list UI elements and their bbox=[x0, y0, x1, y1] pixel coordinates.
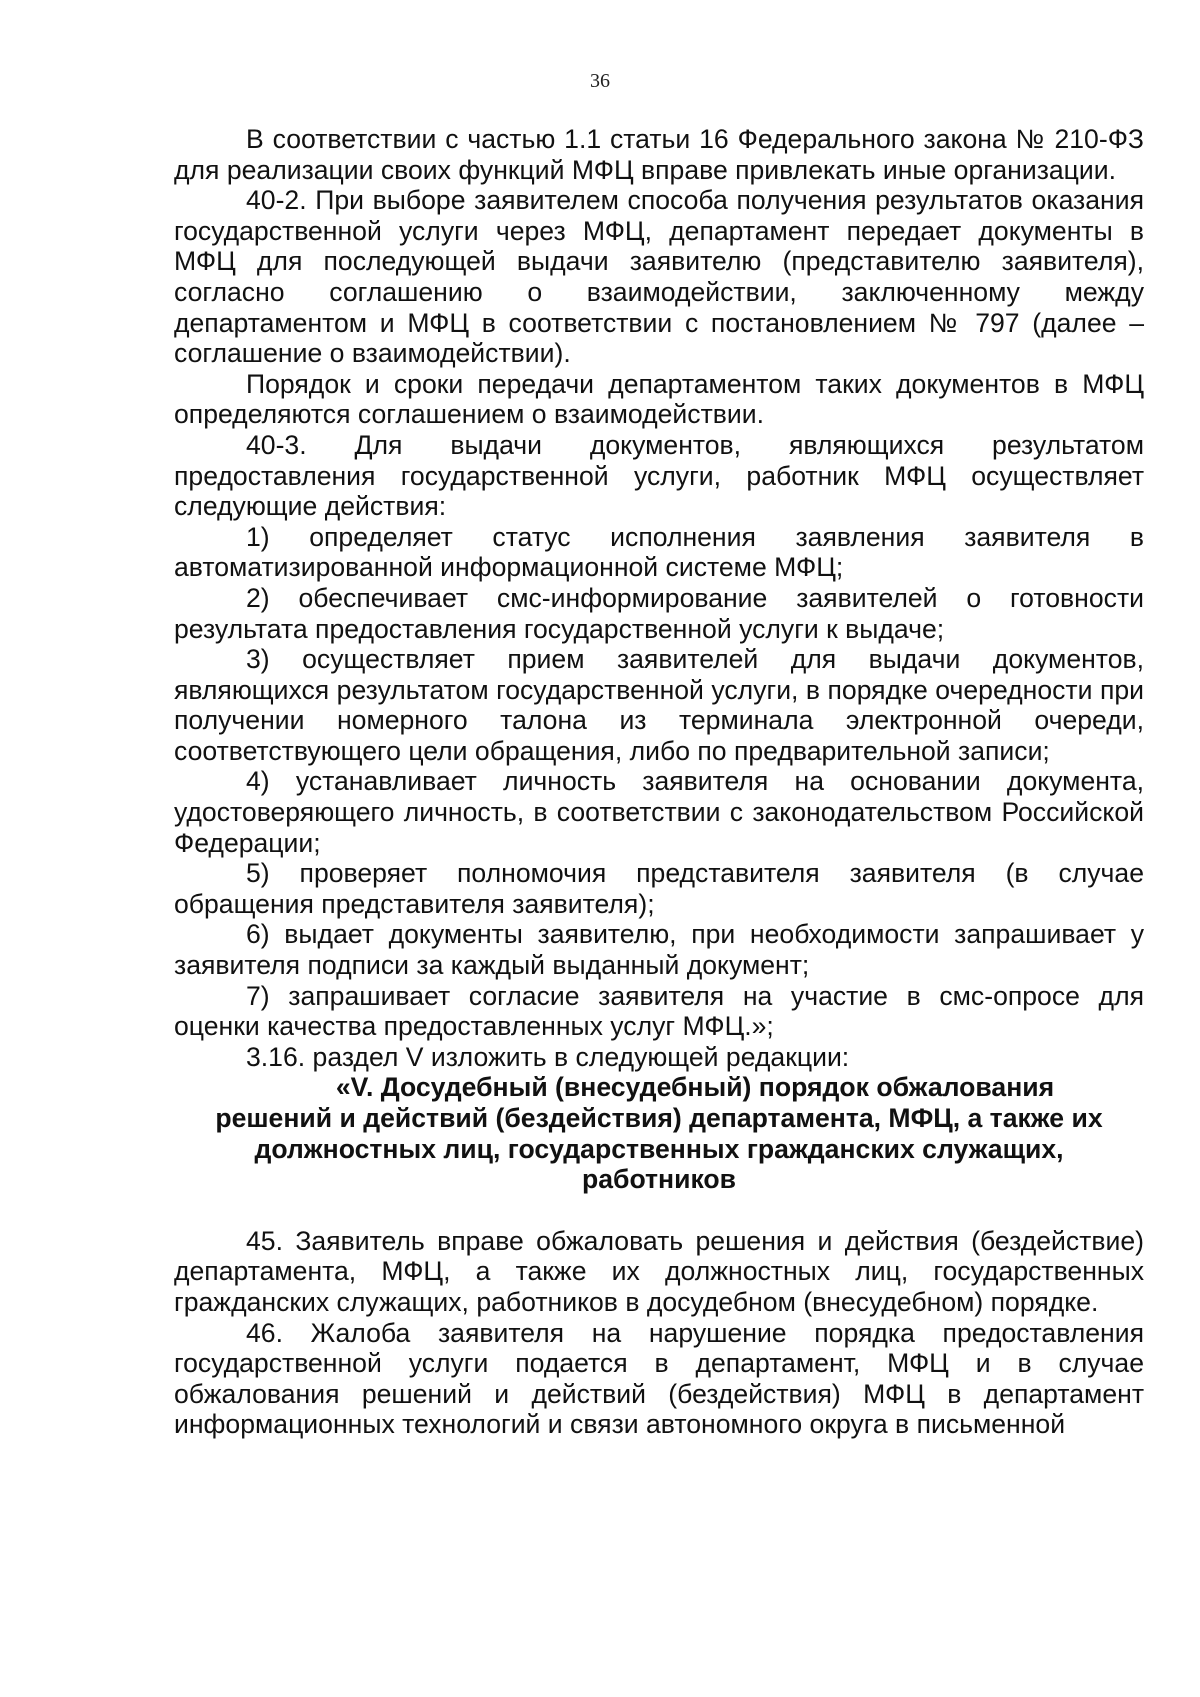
list-item-6: 6) выдает документы заявителю, при необходимости запрашивает у заявителя подписи за каждый выданный документ; bbox=[174, 919, 1144, 981]
paragraph-45: 45. Заявитель вправе обжаловать решения и действия (бездействие) департамента, МФЦ, а также их должностных лиц, государственных гражданских служащих, работников в досудебном (внесудебном) порядке. bbox=[174, 1225, 1144, 1317]
paragraph-40-3: 40-3. Для выдачи документов, являющихся результатом предоставления государственной услуги, работник МФЦ осуществляет следующие действия: bbox=[174, 429, 1144, 522]
paragraph-transfer-order: Порядок и сроки передачи департаментом таких документов в МФЦ определяются соглашением о взаимодействии. bbox=[174, 368, 1144, 430]
list-item-7: 7) запрашивает согласие заявителя на участие в смс-опросе для оценки качества предоставленных услуг МФЦ.»; bbox=[174, 980, 1144, 1042]
list-item-2: 2) обеспечивает смс-информирование заявителей о готовности результата предоставления государственной услуги к выдаче; bbox=[174, 582, 1144, 644]
paragraph-3-16: 3.16. раздел V изложить в следующей редакции: bbox=[246, 1041, 850, 1072]
list-item-3: 3) осуществляет прием заявителей для выдачи документов, являющихся результатом государственной услуги, в порядке очередности при получении номерного талона из терминала электронной очереди, соответствующего цели обращения, либо по предварительной записи; bbox=[174, 644, 1144, 766]
list-item-1: 1) определяет статус исполнения заявления заявителя в автоматизированной информационной системе МФЦ; bbox=[174, 521, 1144, 583]
paragraph-mfc-organizations: В соответствии с частью 1.1 статьи 16 Федерального закона № 210-ФЗ для реализации своих функций МФЦ вправе привлекать иные организации. bbox=[174, 124, 1144, 185]
blank-line bbox=[174, 1195, 1144, 1226]
page-number: 36 bbox=[590, 70, 610, 92]
document-body bbox=[174, 124, 1144, 1440]
paragraph-40-2: 40-2. При выборе заявителем способа получения результатов оказания государственной услуги через МФЦ, департамент передает документы в МФЦ для последующей выдачи заявителю (представителю заявителя), согласно соглашению о взаимодействии, заключенному между департаментом и МФЦ в соответствии с постановлением № 797 (далее – соглашение о взаимодействии). bbox=[174, 185, 1144, 369]
paragraph-46: 46. Жалоба заявителя на нарушение порядка предоставления государственной услуги подается в департамент, МФЦ и в случае обжалования решений и действий (бездействия) МФЦ в департамент информационных технологий и связи автономного округа в письменной bbox=[174, 1317, 1144, 1440]
section-heading-line1: «V. Досудебный (внесудебный) порядок обжалования bbox=[335, 1072, 1055, 1103]
section-heading-rest: решений и действий (бездействия) департамента, МФЦ, а также их должностных лиц, государственных гражданских служащих, работников bbox=[215, 1103, 1103, 1195]
list-item-5: 5) проверяет полномочия представителя заявителя (в случае обращения представителя заявителя); bbox=[174, 858, 1144, 919]
list-item-4: 4) устанавливает личность заявителя на основании документа, удостоверяющего личность, в соответствии с законодательством Российской Федерации; bbox=[174, 766, 1144, 858]
